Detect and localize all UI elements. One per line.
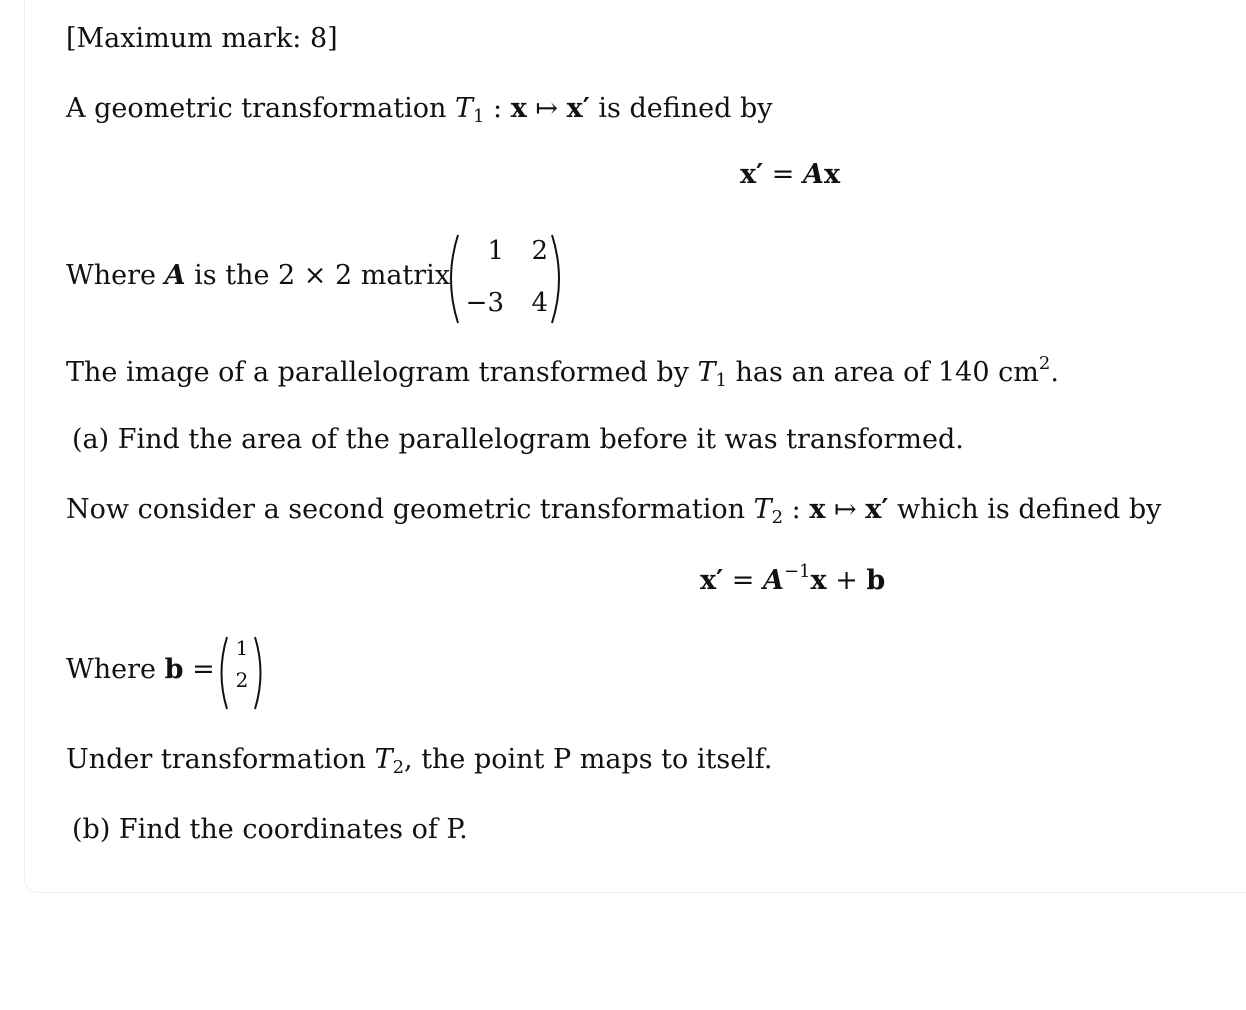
second-suffix: which is defined by [888,494,1162,525]
intro-line [66,94,773,127]
second-xprime: x′ [865,494,889,525]
eq2-plus: + [826,565,867,596]
eq2-x: x [810,565,827,596]
area-suffix: . [1050,357,1059,388]
part-a [72,425,964,455]
area-T-sub: 1 [715,370,727,391]
second-T: T [753,494,772,525]
eq2-equals: = [723,565,764,596]
intro-x: x [510,93,527,124]
area-middle: has an area of 140 cm [726,357,1039,388]
where-a-middle: is the 2 × 2 matrix [185,260,451,291]
eq2-lhs: x′ [700,565,724,596]
intro-T: T [454,93,473,124]
intro-T-sub: 1 [472,106,485,127]
matrix-a-r1c1: 1 [487,236,504,266]
vector-b [214,634,270,712]
vector-right-paren [252,634,268,712]
max-mark-text: [Maximum mark: 8] [66,23,338,54]
part-b-text: (b) Find the coordinates of P. [72,814,468,845]
equation-1 [740,160,840,190]
eq1-lhs: x′ [740,159,764,190]
area-T: T [697,357,716,388]
second-x: x [809,494,826,525]
matrix-a-line [66,261,450,291]
second-prefix: Now consider a second geometric transformation [66,494,754,525]
vector-b-bottom: 2 [235,668,249,692]
where-b-equals: = [183,654,215,685]
matrix-a-r2c1: −3 [465,288,504,318]
where-b-prefix: Where [66,654,165,685]
area-prefix: The image of a parallelogram transformed by [66,357,698,388]
under-T-sub: 2 [392,757,405,778]
eq1-x: x [823,159,841,190]
second-mapsto: ↦ [825,494,866,525]
eq2-inv: −1 [783,561,811,582]
area-line [66,354,1059,391]
vector-left-paren [214,634,230,712]
equation-2 [700,562,885,596]
left-paren [440,232,462,326]
part-a-text: (a) Find the area of the parallelogram before it was transformed. [72,424,964,455]
intro-colon: : [484,93,511,124]
under-T: T [374,744,393,775]
under-prefix: Under transformation [66,744,375,775]
where-b-b: b [164,654,184,685]
matrix-a-r1c2: 2 [531,236,548,266]
vector-b-line [66,655,215,685]
under-suffix: , the point P maps to itself. [404,744,773,775]
second-colon: : [783,494,810,525]
eq1-A: A [803,159,824,190]
intro-xprime: x′ [566,93,590,124]
intro-mapsto: ↦ [526,93,567,124]
intro-prefix: A geometric transformation [66,93,455,124]
eq1-equals: = [763,159,804,190]
second-T-sub: 2 [771,507,784,528]
vector-b-top: 1 [235,636,249,660]
matrix-a [440,232,570,326]
where-a-prefix: Where [66,260,165,291]
matrix-a-r2c2: 4 [531,288,548,318]
eq2-b: b [866,565,886,596]
part-b [72,815,468,845]
second-line [66,495,1161,528]
eq2-A: A [763,565,784,596]
right-paren [548,232,570,326]
where-a-A: A [164,260,186,291]
intro-suffix: is defined by [589,93,773,124]
area-sup: 2 [1038,353,1051,374]
under-line [66,745,772,778]
max-mark [66,24,338,54]
